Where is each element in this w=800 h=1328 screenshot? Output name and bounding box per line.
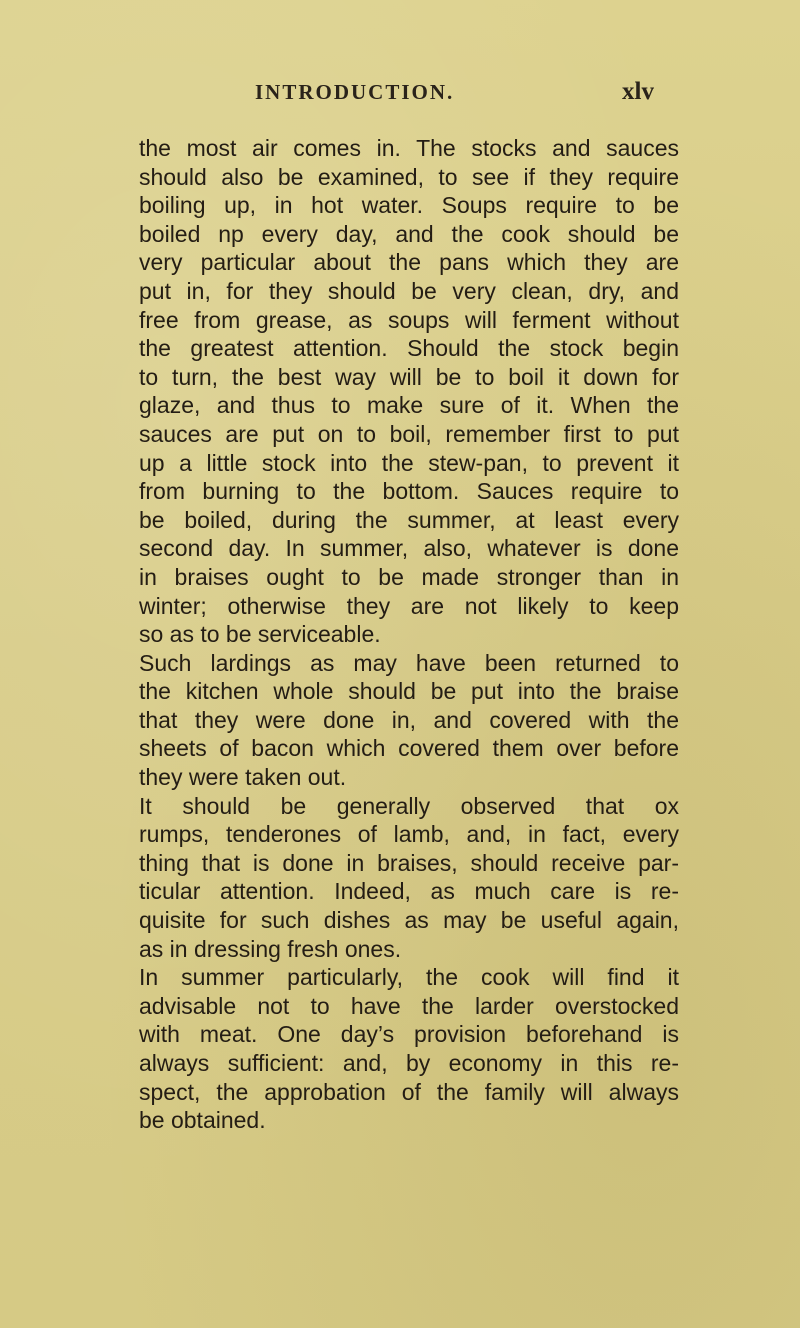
text-line: the greatest attention. Should the stock begin — [139, 335, 679, 362]
text-line: spect, the approbation of the family will always — [139, 1078, 679, 1105]
running-head-title: INTRODUCTION. — [255, 80, 455, 104]
text-line: rumps, tenderones of lamb, and, in fact, every — [139, 821, 679, 848]
text-line: glaze, and thus to make sure of it. When the — [139, 392, 679, 419]
text-line: boiled np every day, and the cook should be — [139, 220, 679, 247]
text-line: they were taken out. — [139, 764, 347, 791]
text-line: sauces are put on to boil, remember first to put — [139, 420, 679, 447]
text-line: the most air comes in. The stocks and sauces — [139, 135, 679, 161]
text-line: thing that is done in braises, should receive par- — [139, 849, 679, 876]
text-line: quisite for such dishes as may be useful again, — [139, 907, 679, 934]
text-line: It should be generally observed that ox — [139, 792, 679, 819]
page-number: xlv — [622, 78, 654, 105]
text-line: up a little stock into the stew-pan, to prevent it — [139, 449, 679, 476]
text-line: winter; otherwise they are not likely to keep — [139, 592, 679, 619]
text-line: sheets of bacon which covered them over before — [139, 735, 679, 762]
text-line: always sufficient: and, by economy in this re- — [139, 1050, 679, 1076]
text-line: Such lardings as may have been returned to — [139, 649, 679, 676]
text-line: the kitchen whole should be put into the braise — [139, 678, 679, 705]
text-line: in braises ought to be made stronger than in — [139, 563, 679, 590]
text-line: free from grease, as soups will ferment without — [139, 306, 679, 333]
text-line: so as to be serviceable. — [139, 621, 381, 648]
text-line: to turn, the best way will be to boil it down for — [139, 363, 679, 390]
text-line: advisable not to have the larder overstocked — [139, 992, 679, 1019]
text-line: be obtained. — [139, 1107, 266, 1134]
text-line: very particular about the pans which they are — [139, 249, 679, 276]
text-line: that they were done in, and covered with the — [139, 706, 679, 733]
text-line: boiling up, in hot water. Soups require to be — [139, 192, 679, 219]
text-line: ticular attention. Indeed, as much care is re- — [139, 878, 679, 905]
text-line: be boiled, during the summer, at least every — [139, 506, 679, 533]
text-line: second day. In summer, also, whatever is done — [139, 535, 679, 562]
text-line: put in, for they should be very clean, dry, and — [139, 277, 679, 304]
text-line: should also be examined, to see if they require — [139, 163, 679, 190]
text-line: with meat. One day’s provision beforehand is — [139, 1021, 679, 1048]
running-head — [0, 80, 800, 114]
text-line: as in dressing fresh ones. — [139, 935, 402, 962]
text-line: In summer particularly, the cook will find it — [139, 964, 679, 991]
body-text — [139, 134, 679, 1135]
text-line: from burning to the bottom. Sauces require to — [139, 478, 679, 505]
